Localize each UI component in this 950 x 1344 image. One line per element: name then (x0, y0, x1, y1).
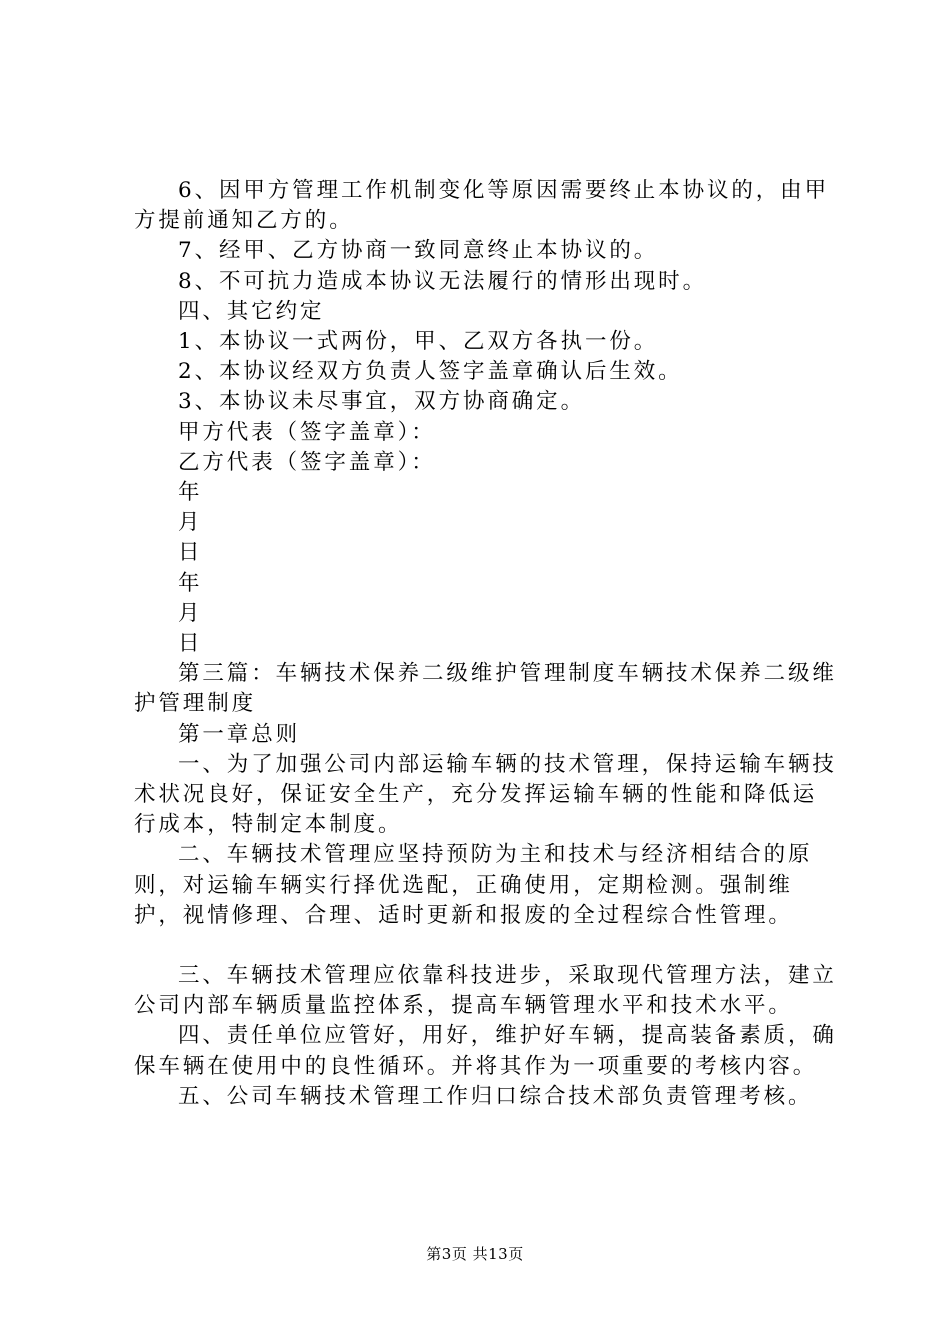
paragraph: 二、车辆技术管理应坚持预防为主和技术与经济相结合的原则，对运输车辆实行择优选配，正确使用，定期检测。强制维护，视情修理、合理、适时更新和报废的全过程综合性管理。 (134, 842, 813, 928)
document-body (134, 176, 838, 1112)
paragraph: 2、本协议经双方负责人签字盖章确认后生效。 (178, 359, 683, 385)
date-day: 日 (178, 631, 203, 657)
paragraph: 五、公司车辆技术管理工作归口综合技术部负责管理考核。 (178, 1083, 813, 1109)
paragraph: 四、责任单位应管好，用好，维护好车辆，提高装备素质，确保车辆在使用中的良性循环。并将其作为一项重要的考核内容。 (134, 1023, 837, 1079)
date-month: 月 (178, 510, 203, 536)
chapter-title: 第三篇：车辆技术保养二级维护管理制度车辆技术保养二级维护管理制度 (134, 661, 837, 717)
signature-line-party-b: 乙方代表（签字盖章）： (178, 449, 436, 475)
date-day: 日 (178, 540, 203, 566)
date-month: 月 (178, 600, 203, 626)
date-year: 年 (178, 570, 203, 596)
signature-line-party-a: 甲方代表（签字盖章）： (178, 419, 436, 445)
paragraph: 8、不可抗力造成本协议无法履行的情形出现时。 (178, 268, 707, 294)
section-heading: 四、其它约定 (178, 298, 325, 324)
paragraph: 7、经甲、乙方协商一致同意终止本协议的。 (178, 238, 659, 264)
page-number-footer: 第3页 共13页 (426, 1245, 524, 1263)
section-heading: 第一章总则 (178, 721, 301, 747)
date-year: 年 (178, 480, 203, 506)
paragraph: 一、为了加强公司内部运输车辆的技术管理，保持运输车辆技术状况良好，保证安全生产，充分发挥运输车辆的性能和降低运行成本，特制定本制度。 (134, 751, 837, 838)
paragraph: 三、车辆技术管理应依靠科技进步，采取现代管理方法，建立公司内部车辆质量监控体系，提高车辆管理水平和技术水平。 (134, 963, 837, 1019)
paragraph: 3、本协议未尽事宜，双方协商确定。 (178, 389, 585, 415)
paragraph: 6、因甲方管理工作机制变化等原因需要终止本协议的，由甲方提前通知乙方的。 (134, 178, 829, 234)
paragraph: 1、本协议一式两份，甲、乙双方各执一份。 (178, 329, 659, 355)
